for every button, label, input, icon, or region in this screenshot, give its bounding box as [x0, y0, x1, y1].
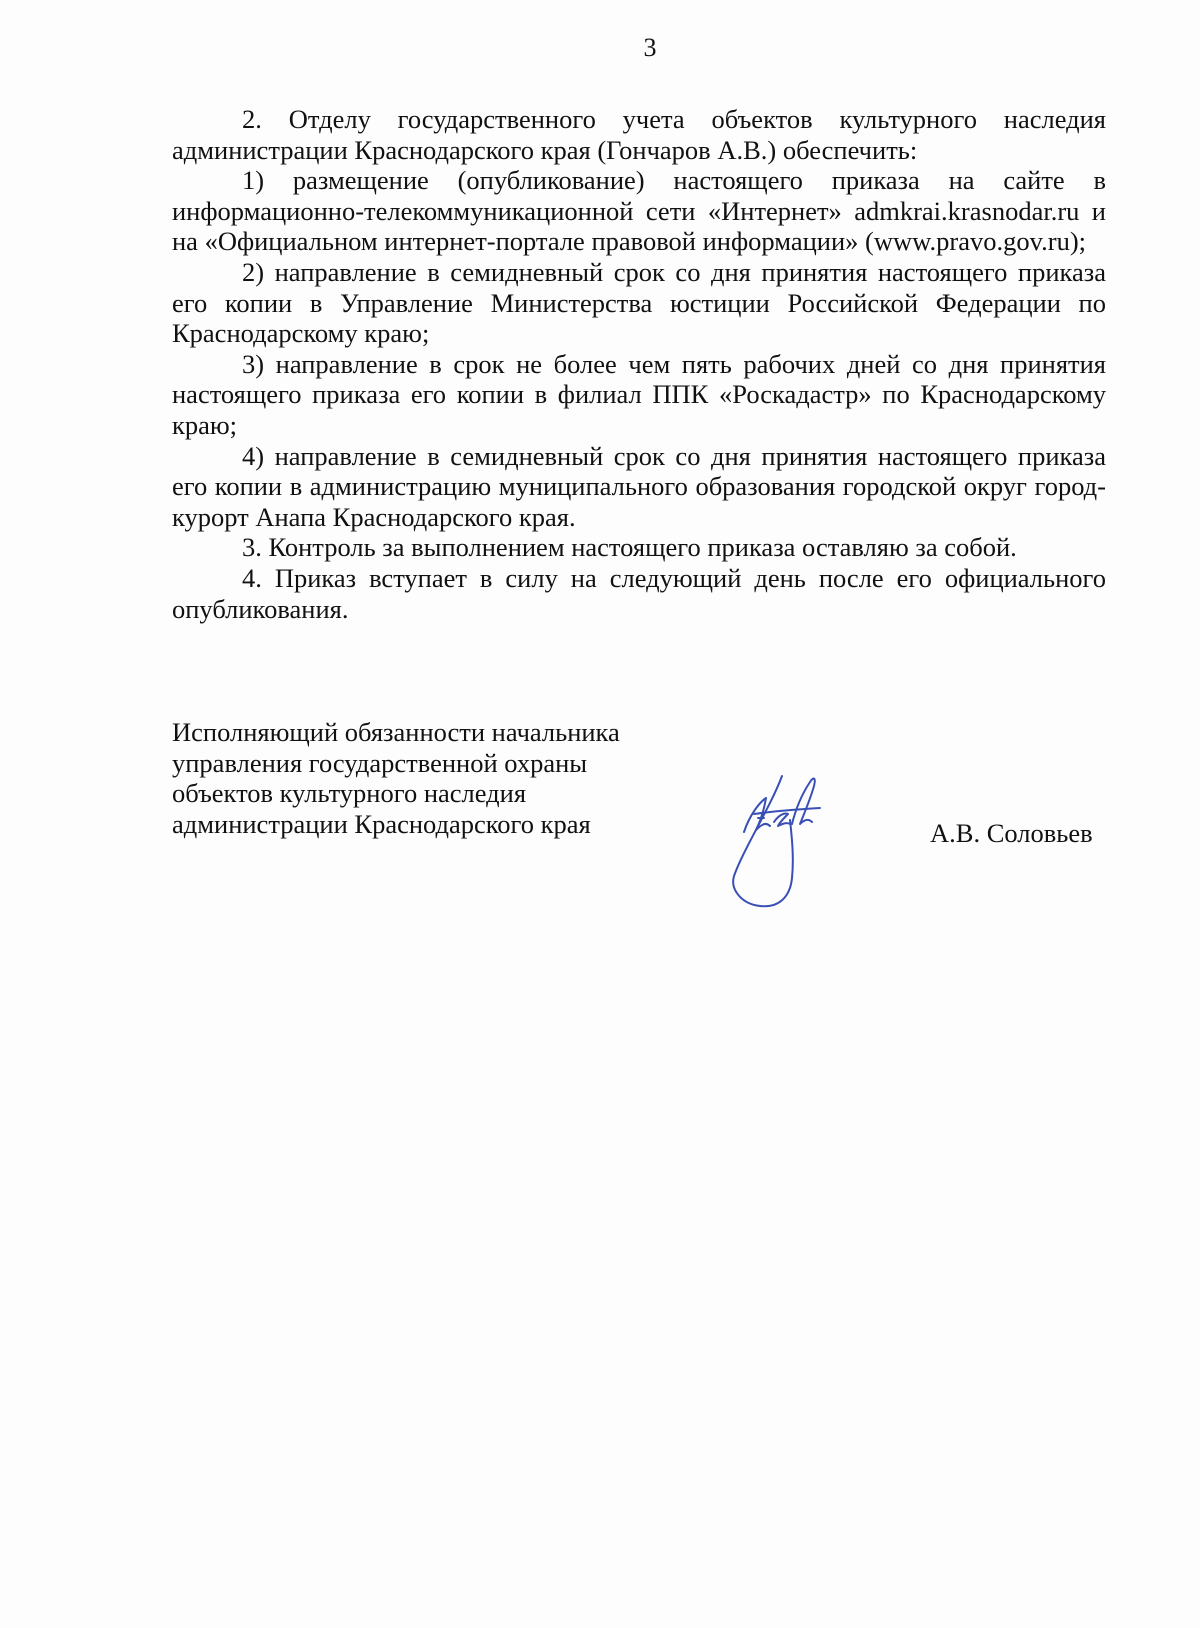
signatory-title-line: управления государственной охраны — [172, 747, 588, 778]
paragraph-item-3: 3. Контроль за выполнением настоящего приказа оставляю за собой. — [242, 532, 1017, 563]
paragraph-subitem-1: 1) размещение (опубликование) настоящего приказа на сайте в информационно-телекоммуникационной сети «Интернет» admkrai.krasnodar.ru и на «Официальном интернет-портале правовой информации» (www.pravo.gov.ru); — [172, 165, 1106, 257]
handwritten-signature — [730, 768, 850, 918]
paragraph-item-2: 2. Отделу государственного учета объектов культурного наследия администрации Краснодарского края (Гончаров А.В.) обеспечить: — [172, 104, 1106, 165]
signatory-title — [172, 717, 692, 839]
signer-name: А.В. Соловьев — [930, 818, 1093, 848]
document-body — [172, 104, 1106, 624]
signatory-title-line: объектов культурного наследия — [172, 778, 527, 809]
paragraph-subitem-3: 3) направление в срок не более чем пять рабочих дней со дня принятия настоящего приказа его копии в филиал ППК «Роскадастр» по Краснодарскому краю; — [172, 348, 1106, 440]
signatory-title-line: администрации Краснодарского края — [172, 808, 591, 839]
signatory-title-line: Исполняющий обязанности начальника — [172, 717, 620, 747]
page-number: 3 — [643, 33, 657, 62]
paragraph-subitem-4: 4) направление в семидневный срок со дня принятия настоящего приказа его копии в администрацию муниципального образования городской округ город-курорт Анапа Краснодарского края. — [172, 440, 1106, 532]
paragraph-item-4: 4. Приказ вступает в силу на следующий день после его официального опубликования. — [172, 562, 1106, 624]
paragraph-subitem-2: 2) направление в семидневный срок со дня принятия настоящего приказа его копии в Управление Министерства юстиции Российской Федерации по Краснодарскому краю; — [172, 256, 1106, 349]
